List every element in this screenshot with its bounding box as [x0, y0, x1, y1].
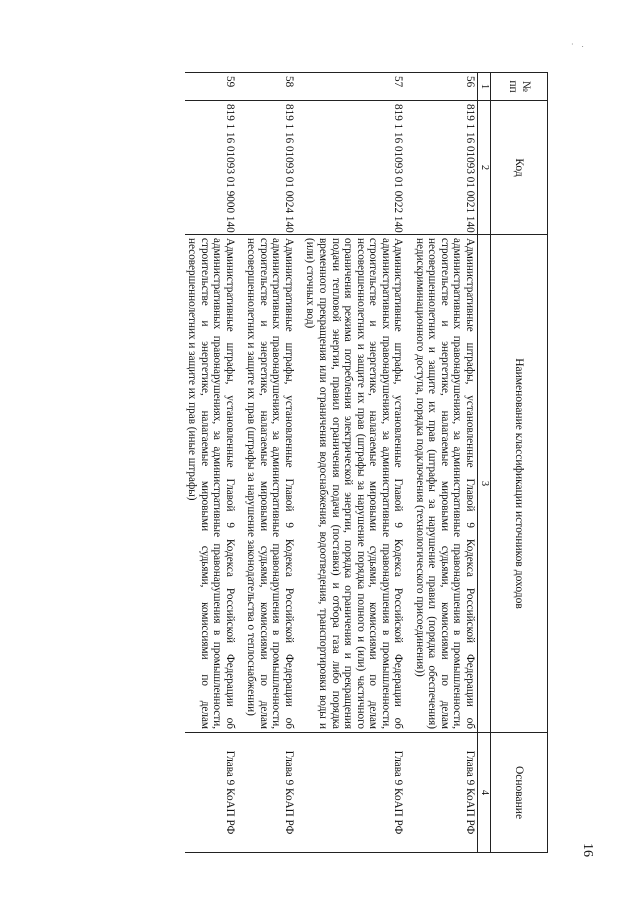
row-name: Административные штрафы, установленные Главой 9 Кодекса Российской Федерации об административных правонарушениях, за административные правонарушения в промышленности, строительстве и энергетике, налагаемые мировыми судьями, комиссиями по делам несовершеннолетних и защите их прав (штрафы за нарушение правил (порядка обеспечения) недискриминационного доступа, порядка подключения (технологического присоединения)): [405, 235, 477, 733]
column-number: 1: [478, 73, 491, 101]
column-number: 3: [478, 235, 491, 733]
row-basis: Глава 9 КоАП РФ: [185, 733, 237, 853]
table-row: [185, 73, 237, 853]
row-code: 819 1 16 01093 01 0024 140: [237, 101, 296, 235]
row-number: 58: [237, 73, 296, 101]
row-name: Административные штрафы, установленные Главой 9 Кодекса Российской Федерации об административных правонарушениях, за административные правонарушения в промышленности, строительстве и энергетике, налагаемые мировыми судьями, комиссиями по делам несовершеннолетних и защите их прав (штрафы за нарушение законодательства о теплоснабжении): [237, 235, 296, 733]
header-basis: Основание: [491, 733, 548, 853]
table-row: [237, 73, 296, 853]
row-name: Административные штрафы, установленные Главой 9 Кодекса Российской Федерации об административных правонарушениях, за административные правонарушения в промышленности, строительстве и энергетике, налагаемые мировыми судьями, комиссиями по делам несовершеннолетних и защите их прав (штрафы за нарушение порядка полного и (или) частичного ограничения режима потребления электрической энергии, порядка ограничения и прекращения подачи тепловой энергии, правил ограничения подачи (поставки) и отбора газа либо порядка временного прекращения или ограничения водоснабжения, водоотведения, транспортировки воды и (или) сточных вод): [296, 235, 405, 733]
row-basis: Глава 9 КоАП РФ: [296, 733, 405, 853]
row-number: 59: [185, 73, 237, 101]
row-basis: Глава 9 КоАП РФ: [405, 733, 477, 853]
table-header-row: [491, 73, 548, 853]
row-code: 819 1 16 01093 01 0022 140: [296, 101, 405, 235]
rotated-page-content: [68, 72, 548, 852]
table-row: [405, 73, 477, 853]
column-numbers-row: [478, 73, 491, 853]
row-code: 819 1 16 01093 01 0021 140: [405, 101, 477, 235]
row-number: 57: [296, 73, 405, 101]
table-row: [296, 73, 405, 853]
scan-marks: · .: [571, 40, 587, 49]
header-code: Код: [491, 101, 548, 235]
row-basis: Глава 9 КоАП РФ: [237, 733, 296, 853]
header-num: № пп: [491, 73, 548, 101]
page-number: 16: [580, 843, 595, 857]
row-number: 56: [405, 73, 477, 101]
header-name: Наименование классификации источников доходов: [491, 235, 548, 733]
row-code: 819 1 16 01093 01 9000 140: [185, 101, 237, 235]
column-number: 2: [478, 101, 491, 235]
column-number: 4: [478, 733, 491, 853]
revenue-classification-table: [185, 72, 548, 853]
row-name: Административные штрафы, установленные Главой 9 Кодекса Российской Федерации об административных правонарушениях, за административные правонарушения в промышленности, строительстве и энергетике, налагаемые мировыми судьями, комиссиями по делам несовершеннолетних и защите их прав (иные штрафы): [185, 235, 237, 733]
